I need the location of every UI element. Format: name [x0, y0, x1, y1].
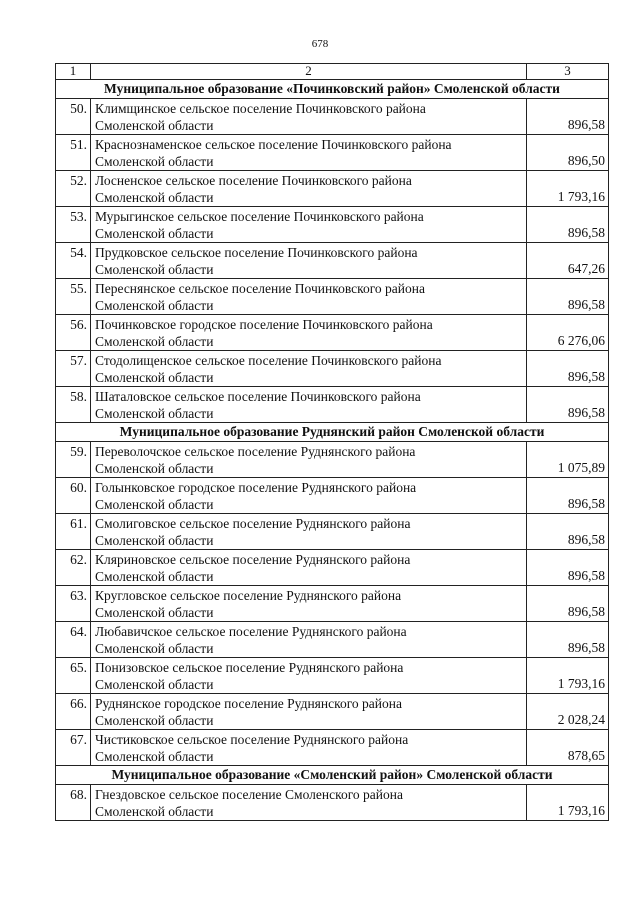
settlement-name [91, 171, 527, 207]
page-number: 678 [311, 38, 329, 50]
section-title: Муниципальное образование «Починковский район» Смоленской области [56, 80, 609, 99]
row-number: 64. [56, 622, 91, 658]
row-number: 65. [56, 658, 91, 694]
row-number: 62. [56, 550, 91, 586]
row-number: 59. [56, 442, 91, 478]
row-number: 58. [56, 387, 91, 423]
settlement-name [91, 785, 527, 821]
table-row [56, 207, 609, 243]
settlement-name-line-1: Лосненское сельское поселение Починковского района [95, 173, 412, 188]
settlement-name-line-1: Шаталовское сельское поселение Починковского района [95, 389, 421, 404]
amount-value: 896,58 [527, 207, 609, 243]
settlement-name-line-1: Починковское городское поселение Починковского района [95, 317, 433, 332]
amount-value: 896,58 [527, 586, 609, 622]
settlement-name-line-1: Переснянское сельское поселение Починковского района [95, 281, 425, 296]
table-row [56, 694, 609, 730]
settlement-name-line-2: Смоленской области [95, 641, 214, 656]
settlement-name-line-2: Смоленской области [95, 118, 214, 133]
row-number: 52. [56, 171, 91, 207]
amount-value: 896,50 [527, 135, 609, 171]
amount-value: 896,58 [527, 351, 609, 387]
amount-value: 6 276,06 [527, 315, 609, 351]
row-number: 61. [56, 514, 91, 550]
settlement-name-line-2: Смоленской области [95, 190, 214, 205]
table-row [56, 351, 609, 387]
settlement-name-line-2: Смоленской области [95, 569, 214, 584]
settlement-name [91, 478, 527, 514]
row-number: 55. [56, 279, 91, 315]
settlement-name-line-1: Смолиговское сельское поселение Руднянского района [95, 516, 411, 531]
settlement-name-line-1: Понизовское сельское поселение Руднянского района [95, 660, 404, 675]
settlement-name-line-1: Переволочское сельское поселение Руднянского района [95, 444, 416, 459]
table-row [56, 279, 609, 315]
column-header-name: 2 [91, 64, 527, 80]
amount-value: 1 075,89 [527, 442, 609, 478]
settlement-name [91, 550, 527, 586]
settlement-name [91, 387, 527, 423]
settlement-name [91, 99, 527, 135]
amount-value: 878,65 [527, 730, 609, 766]
row-number: 50. [56, 99, 91, 135]
row-number: 51. [56, 135, 91, 171]
settlement-name [91, 586, 527, 622]
settlement-name [91, 351, 527, 387]
table-row [56, 315, 609, 351]
amount-value: 647,26 [527, 243, 609, 279]
settlement-name-line-2: Смоленской области [95, 713, 214, 728]
row-number: 66. [56, 694, 91, 730]
settlement-name-line-2: Смоленской области [95, 677, 214, 692]
section-title: Муниципальное образование «Смоленский район» Смоленской области [56, 766, 609, 785]
header-row [56, 64, 609, 80]
settlement-name-line-2: Смоленской области [95, 262, 214, 277]
settlement-name-line-1: Прудковское сельское поселение Починковского района [95, 245, 418, 260]
settlement-name-line-1: Руднянское городское поселение Руднянского района [95, 696, 402, 711]
settlement-name [91, 315, 527, 351]
amount-value: 2 028,24 [527, 694, 609, 730]
settlement-name-line-2: Смоленской области [95, 370, 214, 385]
table-body [56, 80, 609, 821]
amount-value: 896,58 [527, 478, 609, 514]
table-row [56, 785, 609, 821]
row-number: 68. [56, 785, 91, 821]
settlement-name-line-2: Смоленской области [95, 226, 214, 241]
settlement-name-line-2: Смоленской области [95, 334, 214, 349]
settlement-name-line-2: Смоленской области [95, 533, 214, 548]
amount-value: 896,58 [527, 387, 609, 423]
amount-value: 896,58 [527, 550, 609, 586]
amount-value: 896,58 [527, 622, 609, 658]
table-row [56, 550, 609, 586]
settlement-name-line-2: Смоленской области [95, 298, 214, 313]
table-row [56, 730, 609, 766]
settlement-name [91, 514, 527, 550]
settlement-name-line-2: Смоленской области [95, 605, 214, 620]
settlement-name-line-2: Смоленской области [95, 154, 214, 169]
table-row [56, 171, 609, 207]
table-row [56, 135, 609, 171]
settlement-name-line-1: Краснознаменское сельское поселение Починковского района [95, 137, 452, 152]
row-number: 67. [56, 730, 91, 766]
settlement-name [91, 658, 527, 694]
amount-value: 896,58 [527, 514, 609, 550]
settlement-name-line-2: Смоленской области [95, 461, 214, 476]
column-header-value: 3 [527, 64, 609, 80]
settlement-name-line-1: Гнездовское сельское поселение Смоленского района [95, 787, 403, 802]
row-number: 54. [56, 243, 91, 279]
amount-value: 896,58 [527, 99, 609, 135]
settlement-name [91, 243, 527, 279]
amount-value: 1 793,16 [527, 785, 609, 821]
settlement-name-line-2: Смоленской области [95, 804, 214, 819]
allocation-table [55, 63, 609, 821]
settlement-name-line-1: Мурыгинское сельское поселение Починковского района [95, 209, 424, 224]
row-number: 53. [56, 207, 91, 243]
table-row [56, 99, 609, 135]
section-title: Муниципальное образование Руднянский район Смоленской области [56, 423, 609, 442]
settlement-name-line-2: Смоленской области [95, 406, 214, 421]
settlement-name [91, 207, 527, 243]
amount-value: 1 793,16 [527, 171, 609, 207]
section-header-row [56, 80, 609, 99]
section-header-row [56, 766, 609, 785]
settlement-name [91, 730, 527, 766]
table-row [56, 387, 609, 423]
settlement-name [91, 442, 527, 478]
table-row [56, 514, 609, 550]
settlement-name-line-1: Любавичское сельское поселение Руднянского района [95, 624, 407, 639]
table-row [56, 478, 609, 514]
amount-value: 1 793,16 [527, 658, 609, 694]
table-row [56, 442, 609, 478]
settlement-name-line-1: Климщинское сельское поселение Починковского района [95, 101, 426, 116]
section-header-row [56, 423, 609, 442]
table-row [56, 586, 609, 622]
settlement-name [91, 622, 527, 658]
row-number: 60. [56, 478, 91, 514]
settlement-name [91, 694, 527, 730]
settlement-name [91, 135, 527, 171]
settlement-name-line-1: Чистиковское сельское поселение Руднянского района [95, 732, 409, 747]
settlement-name-line-1: Кляриновское сельское поселение Руднянского района [95, 552, 411, 567]
settlement-name-line-1: Кругловское сельское поселение Руднянского района [95, 588, 402, 603]
row-number: 63. [56, 586, 91, 622]
settlement-name [91, 279, 527, 315]
settlement-name-line-2: Смоленской области [95, 749, 214, 764]
settlement-name-line-1: Голынковское городское поселение Руднянского района [95, 480, 417, 495]
table-row [56, 658, 609, 694]
row-number: 56. [56, 315, 91, 351]
row-number: 57. [56, 351, 91, 387]
table-row [56, 622, 609, 658]
amount-value: 896,58 [527, 279, 609, 315]
table-row [56, 243, 609, 279]
settlement-name-line-1: Стодолищенское сельское поселение Починковского района [95, 353, 442, 368]
settlement-name-line-2: Смоленской области [95, 497, 214, 512]
column-header-number: 1 [56, 64, 91, 80]
